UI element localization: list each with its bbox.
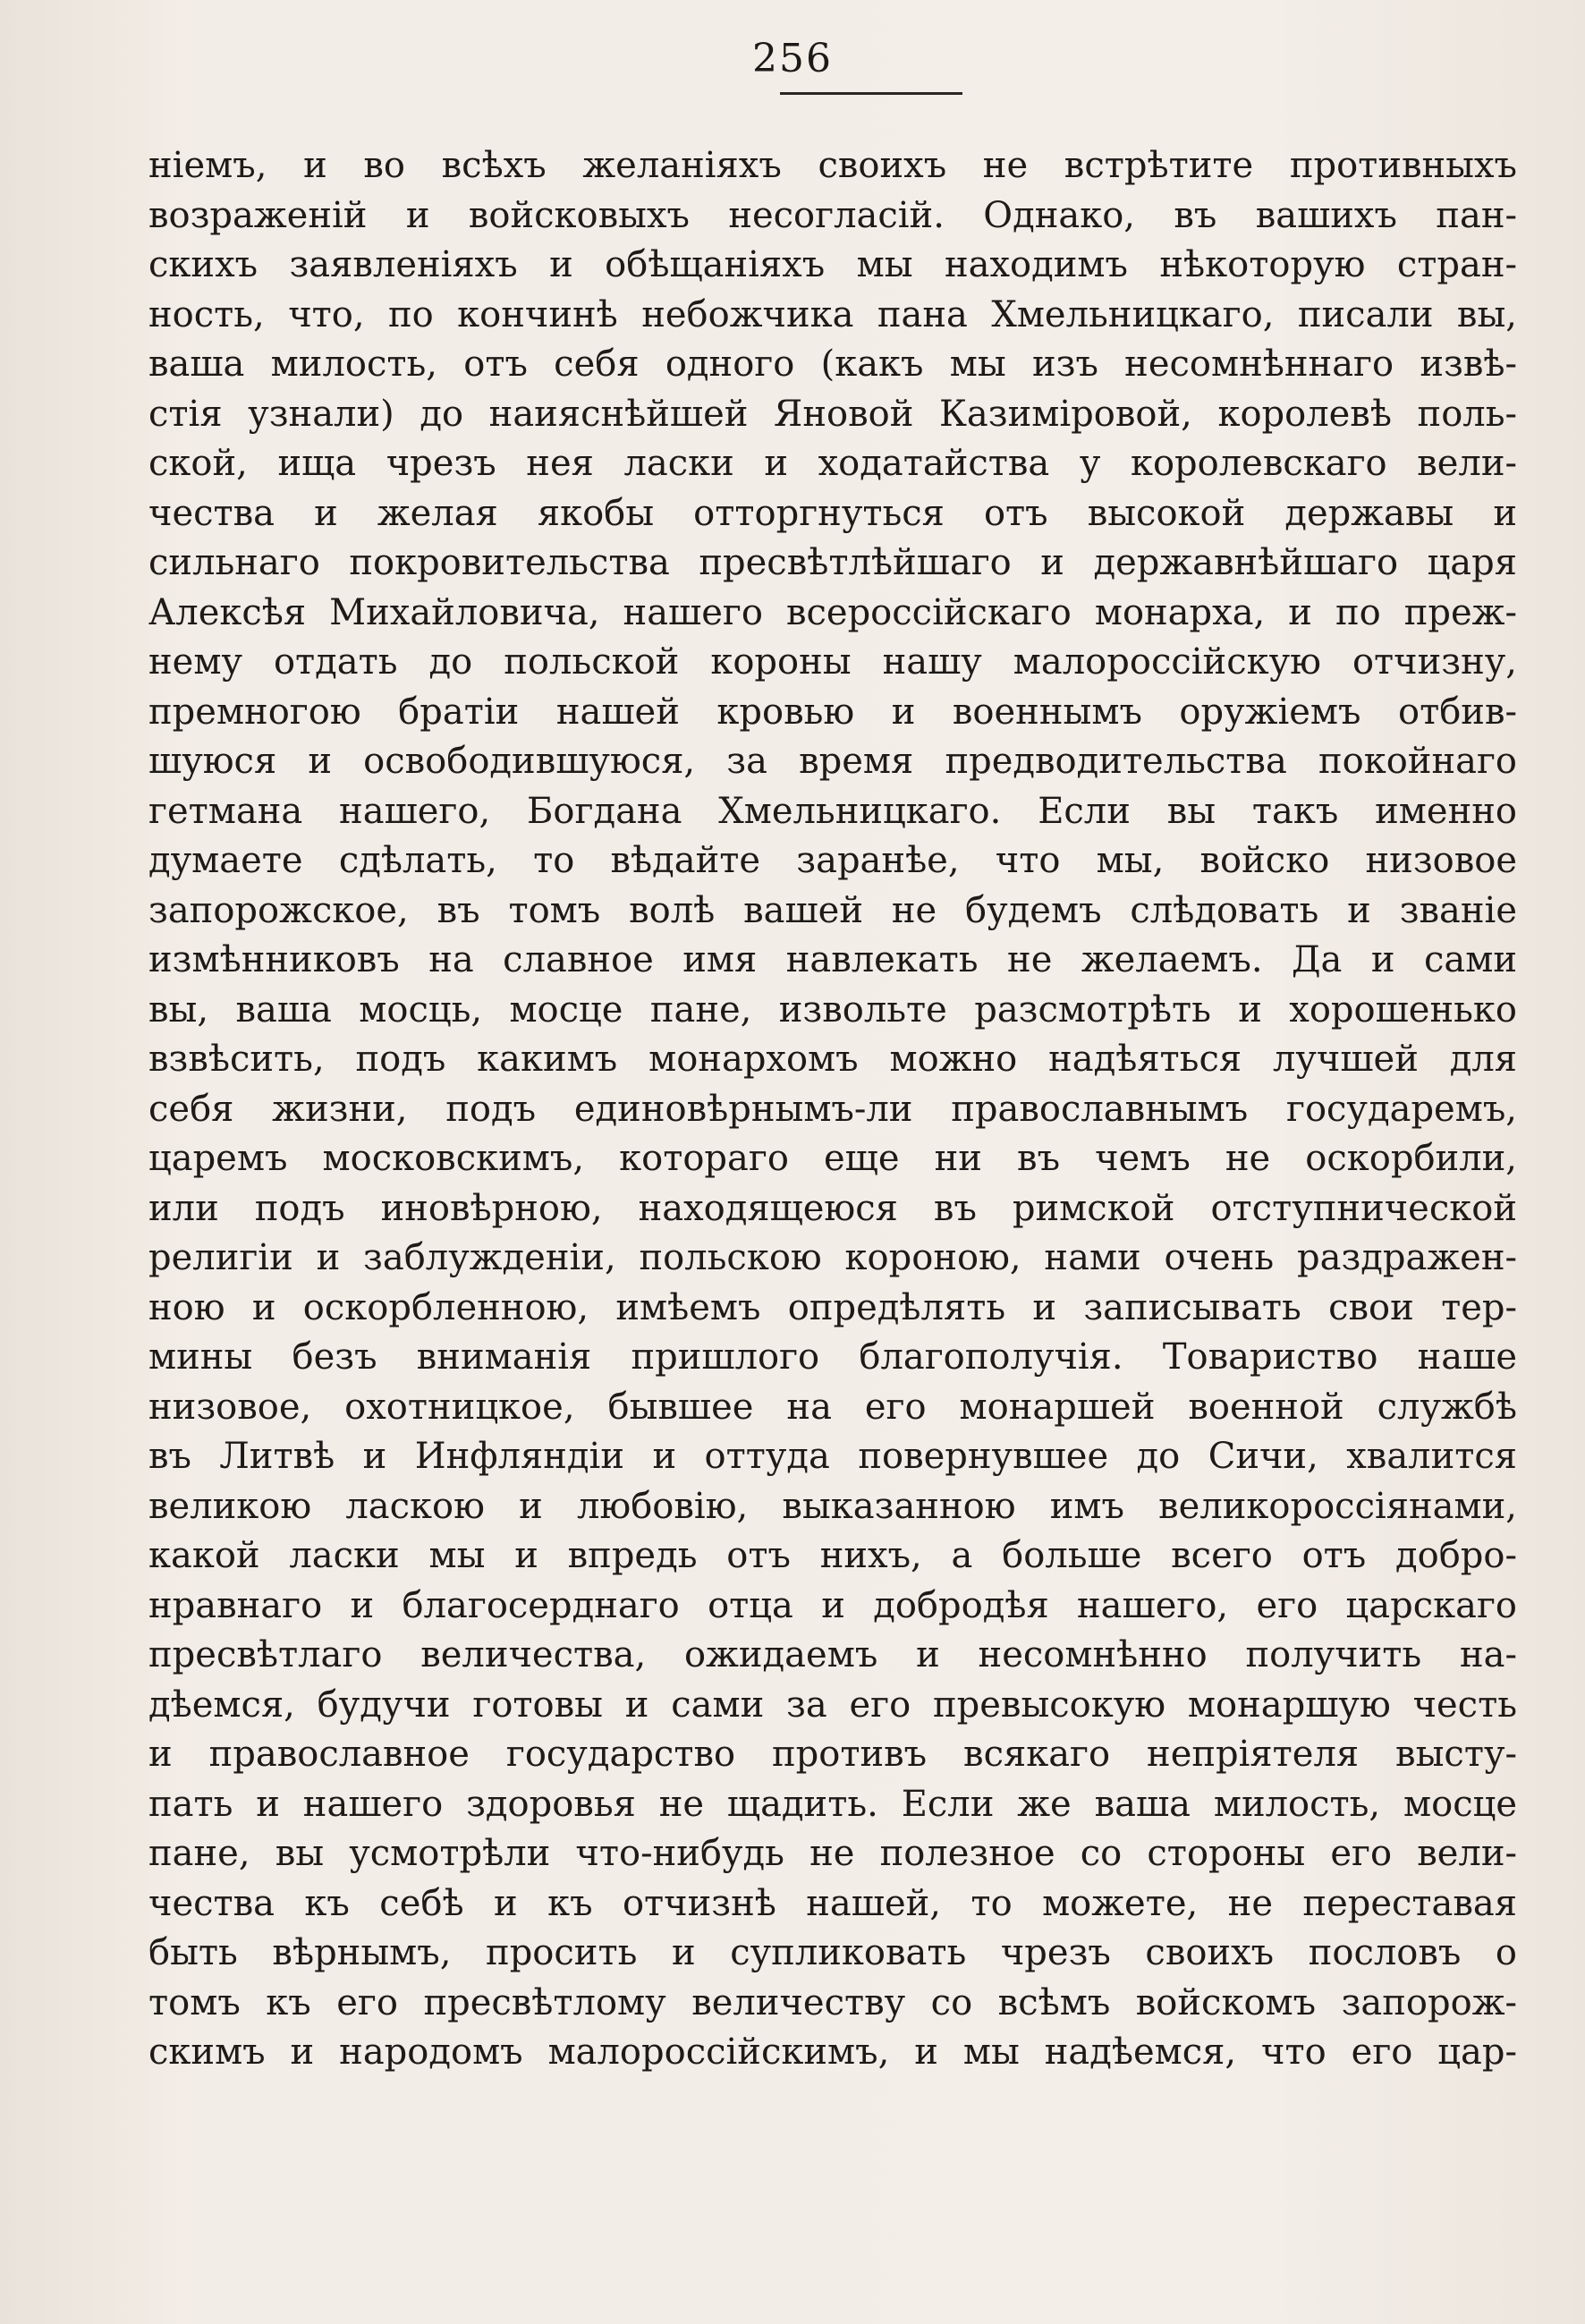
text-line: думаете сдѣлать, то вѣдайте заранѣе, что мы, войско низовое — [148, 840, 1517, 881]
page-number: 256 — [752, 36, 833, 81]
text-line: великою ласкою и любовію, выказанною имъ великороссіянами, — [148, 1485, 1517, 1527]
text-line: и православное государство противъ всякаго непріятеля высту- — [148, 1734, 1517, 1775]
text-line: премногою братіи нашей кровью и военнымъ оружіемъ отбив- — [148, 691, 1517, 733]
text-line: быть вѣрнымъ, просить и супликовать чрезъ своихъ пословъ о — [148, 1932, 1517, 1973]
text-line: скимъ и народомъ малороссійскимъ, и мы надѣемся, что его цар- — [148, 2031, 1517, 2073]
text-line: ваша милость, отъ себя одного (какъ мы изъ несомнѣннаго извѣ- — [148, 344, 1517, 385]
text-line: гетмана нашего, Богдана Хмельницкаго. Если вы такъ именно — [148, 790, 1517, 832]
text-line: какой ласки мы и впредь отъ нихъ, а больше всего отъ добро- — [148, 1535, 1517, 1576]
text-line: пать и нашего здоровья не щадить. Если же ваша милость, мосце — [148, 1783, 1517, 1825]
page-number-rule — [780, 92, 962, 95]
text-line: Алексѣя Михайловича, нашего всероссійскаго монарха, и по преж- — [148, 591, 1517, 633]
text-line: шуюся и освободившуюся, за время предводительства покойнаго — [148, 741, 1517, 782]
text-line: измѣнниковъ на славное имя навлекать не желаемъ. Да и сами — [148, 939, 1517, 980]
text-line: ніемъ, и во всѣхъ желаніяхъ своихъ не встрѣтите противныхъ — [148, 145, 1517, 186]
text-line: чества и желая якобы отторгнуться отъ высокой державы и — [148, 492, 1517, 534]
text-line: мины безъ вниманія пришлого благополучія. Товариство наше — [148, 1336, 1517, 1378]
text-line: царемъ московскимъ, котораго еще ни въ чемъ не оскорбили, — [148, 1138, 1517, 1179]
text-line: себя жизни, подъ единовѣрнымъ-ли православнымъ государемъ, — [148, 1088, 1517, 1130]
text-line: низовое, охотницкое, бывшее на его монаршей военной службѣ — [148, 1386, 1517, 1428]
text-line: ской, ища чрезъ нея ласки и ходатайства у королевскаго вели- — [148, 443, 1517, 484]
text-line: дѣемся, будучи готовы и сами за его превысокую монаршую честь — [148, 1684, 1517, 1726]
text-line: ность, что, по кончинѣ небожчика пана Хмельницкаго, писали вы, — [148, 293, 1517, 335]
text-line: нему отдать до польской короны нашу малороссійскую отчизну, — [148, 641, 1517, 683]
text-line: въ Литвѣ и Инфляндіи и оттуда повернувшее до Сичи, хвалится — [148, 1436, 1517, 1477]
text-line: ною и оскорбленною, имѣемъ опредѣлять и записывать свои тер- — [148, 1286, 1517, 1328]
text-line: возраженій и войсковыхъ несогласій. Однако, въ вашихъ пан- — [148, 194, 1517, 236]
text-line: чества къ себѣ и къ отчизнѣ нашей, то можете, не переставая — [148, 1882, 1517, 1924]
text-line: или подъ иновѣрною, находящеюся въ римской отступнической — [148, 1187, 1517, 1229]
text-line: пане, вы усмотрѣли что-нибудь не полезное со стороны его вели- — [148, 1833, 1517, 1874]
text-line: стія узнали) до наияснѣйшей Яновой Казиміровой, королевѣ поль- — [148, 393, 1517, 435]
body-text — [148, 141, 1517, 2078]
text-line: томъ къ его пресвѣтлому величеству со всѣмъ войскомъ запорож- — [148, 1981, 1517, 2023]
text-line: скихъ заявленіяхъ и обѣщаніяхъ мы находимъ нѣкоторую стран- — [148, 244, 1517, 285]
text-line: религіи и заблужденіи, польскою короною, нами очень раздражен- — [148, 1237, 1517, 1278]
text-line: запорожское, въ томъ волѣ вашей не будемъ слѣдовать и званіе — [148, 889, 1517, 931]
text-line: вы, ваша мосць, мосце пане, извольте разсмотрѣть и хорошенько — [148, 988, 1517, 1031]
text-line: взвѣсить, подъ какимъ монархомъ можно надѣяться лучшей для — [148, 1039, 1517, 1080]
text-line: пресвѣтлаго величества, ожидаемъ и несомнѣнно получить на- — [148, 1634, 1517, 1675]
text-line: сильнаго покровительства пресвѣтлѣйшаго и державнѣйшаго царя — [148, 542, 1517, 583]
text-line: нравнаго и благосерднаго отца и добродѣя нашего, его царскаго — [148, 1584, 1517, 1626]
